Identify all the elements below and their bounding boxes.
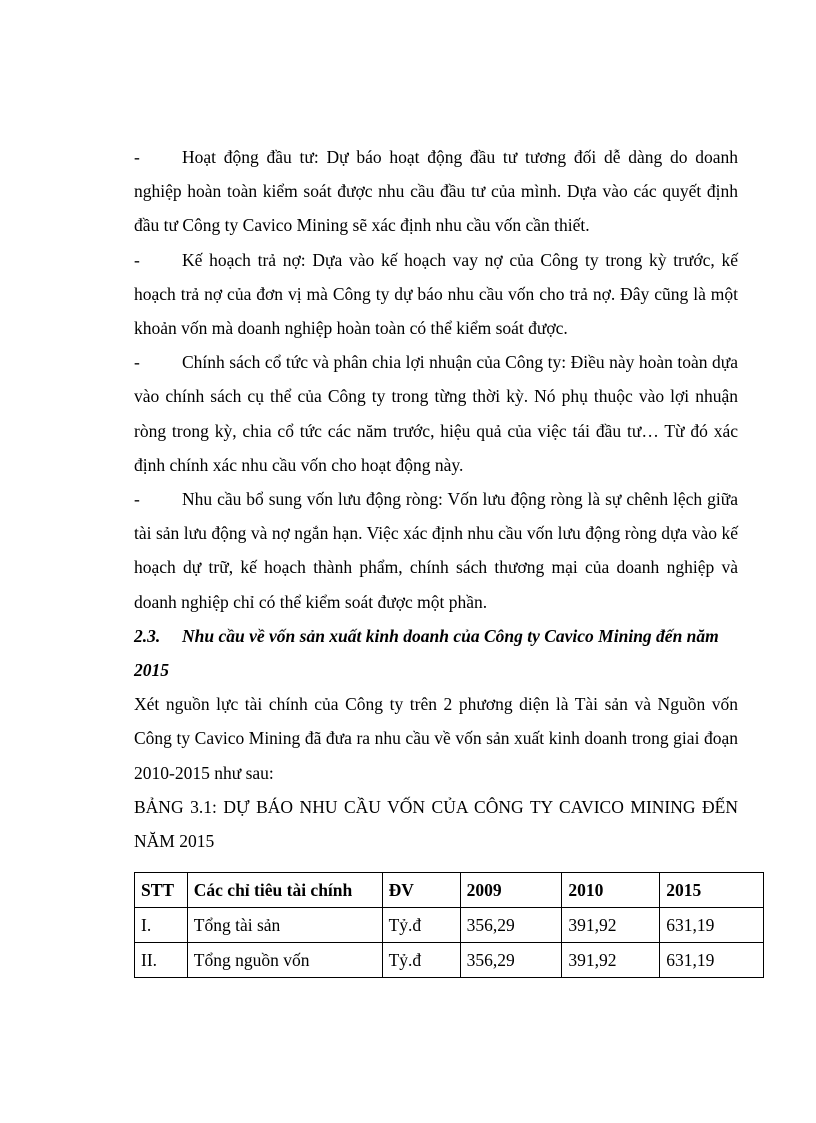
cell-unit: Tỷ.đ [382,908,460,943]
paragraph-text: Chính sách cổ tức và phân chia lợi nhuận của Công ty: Điều này hoàn toàn dựa vào chính sách cụ thể của Công ty trong từng thời kỳ. Nó phụ thuộc vào lợi nhuận ròng trong kỳ, chia cổ tức các năm trước, hiệu quả của việc tái đầu tư… Từ đó xác định chính xác nhu cầu vốn cho hoạt động này. [134,352,738,475]
bullet-paragraph-dividend [134,345,738,482]
section-heading [134,619,738,687]
cell-stt: II. [135,943,188,978]
cell-2009: 356,29 [460,908,562,943]
bullet-paragraph-working-capital [134,482,738,619]
cell-2015: 631,19 [660,908,764,943]
bullet-marker: - [134,249,140,270]
section-number: 2.3. [134,625,161,646]
bullet-marker: - [134,147,140,167]
table-header-row [135,873,764,908]
table-row [135,943,764,978]
document-page [134,140,738,858]
table-row [135,908,764,943]
bullet-marker: - [134,352,140,373]
bullet-marker: - [134,489,140,510]
bullet-paragraph-debt [134,243,738,346]
header-stt: STT [135,873,188,908]
cell-unit: Tỷ.đ [382,943,460,978]
header-2010: 2010 [562,873,660,908]
header-unit: ĐV [382,873,460,908]
section-title: Nhu cầu về vốn sản xuất kinh doanh của Công ty Cavico Mining đến năm 2015 [134,625,719,681]
cell-2010: 391,92 [562,943,660,978]
cell-2009: 356,29 [460,943,562,978]
cell-indicator: Tổng nguồn vốn [187,943,382,978]
cell-2015: 631,19 [660,943,764,978]
intro-paragraph: Xét nguồn lực tài chính của Công ty trên 2 phương diện là Tài sản và Nguồn vốn Công ty Cavico Mining đã đưa ra nhu cầu về vốn sản xuất kinh doanh trong giai đoạn 2010-2015 như sau: [134,694,738,783]
paragraph-text: Hoạt động đầu tư: Dự báo hoạt động đầu tư tương đối dễ dàng do doanh nghiệp hoàn toàn kiểm soát được nhu cầu đầu tư của mình. Dựa vào các quyết định đầu tư Công ty Cavico Mining sẽ xác định nhu cầu vốn cần thiết. [134,147,738,236]
header-indicator: Các chỉ tiêu tài chính [187,873,382,908]
cell-stt: I. [135,908,188,943]
header-2015: 2015 [660,873,764,908]
paragraph-text: Nhu cầu bổ sung vốn lưu động ròng: Vốn lưu động ròng là sự chênh lệch giữa tài sản lưu động và nợ ngắn hạn. Việc xác định nhu cầu vốn lưu động ròng dựa vào kế hoạch dự trữ, kế hoạch thành phẩm, chính sách thương mại của doanh nghiệp và doanh nghiệp chỉ có thể kiểm soát được một phần. [134,489,738,612]
bullet-paragraph-investment [134,140,738,243]
header-2009: 2009 [460,873,562,908]
cell-2010: 391,92 [562,908,660,943]
cell-indicator: Tổng tài sản [187,908,382,943]
paragraph-text: Kế hoạch trả nợ: Dựa vào kế hoạch vay nợ của Công ty trong kỳ trước, kế hoạch trả nợ của đơn vị mà Công ty dự báo nhu cầu vốn cho trả nợ. Đây cũng là một khoản vốn mà doanh nghiệp hoàn toàn có thể kiểm soát được. [134,249,738,339]
table-caption: BẢNG 3.1: DỰ BÁO NHU CẦU VỐN CỦA CÔNG TY CAVICO MINING ĐẾN NĂM 2015 [134,796,738,852]
forecast-table [134,872,764,978]
